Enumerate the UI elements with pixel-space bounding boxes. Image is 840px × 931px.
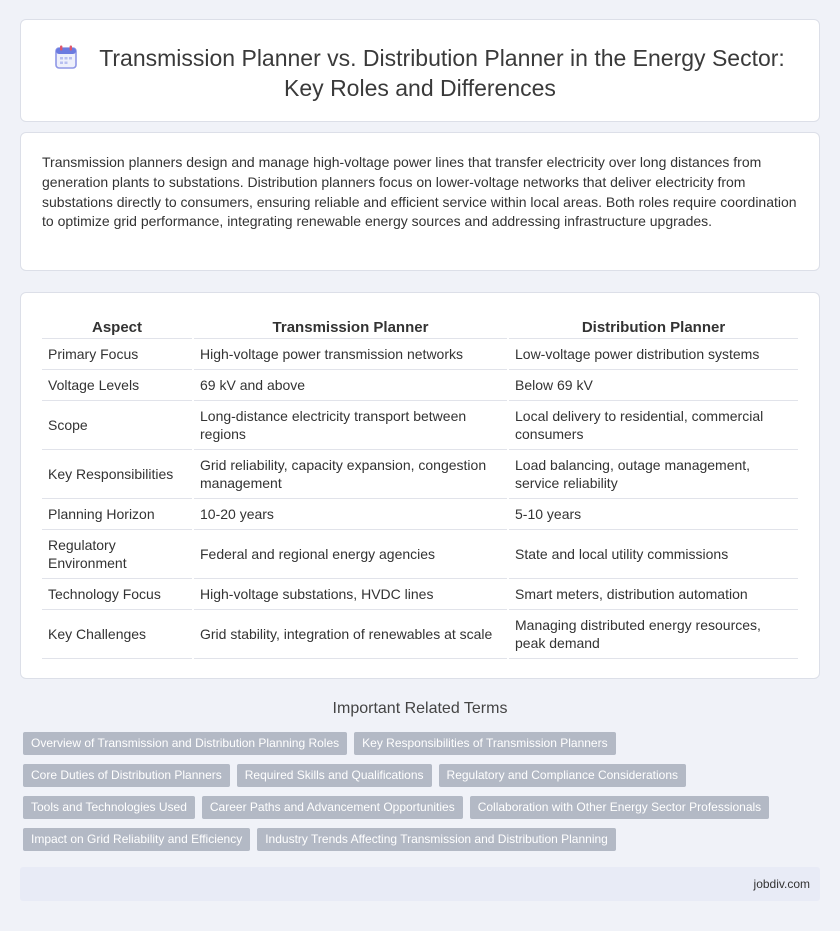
intro-paragraph: Transmission planners design and manage high-voltage power lines that transfer electricity over long distances from generation plants to substations. Distribution planners focus on lower-voltage networks that deliver electricity from substations directly to consumers, ensuring reliable and efficient service within local areas. Both roles require coordination to optimize grid performance, integrating renewable energy sources and addressing infrastructure upgrades. xyxy=(42,154,797,230)
transmission-cell: Federal and regional energy agencies xyxy=(193,529,508,578)
related-term-tag[interactable]: Industry Trends Affecting Transmission and Distribution Planning xyxy=(257,828,616,851)
transmission-cell: 69 kV and above xyxy=(193,369,508,400)
comparison-card xyxy=(20,292,820,679)
page-title-wrap xyxy=(41,43,799,103)
table-row xyxy=(42,369,798,400)
aspect-cell: Key Responsibilities xyxy=(42,449,193,498)
table-row xyxy=(42,449,798,498)
distribution-cell: State and local utility commissions xyxy=(508,529,798,578)
transmission-cell: High-voltage substations, HVDC lines xyxy=(193,578,508,609)
title-card xyxy=(20,19,820,122)
intro-card xyxy=(20,132,820,271)
column-header: Aspect xyxy=(42,317,193,338)
related-term-tag[interactable]: Tools and Technologies Used xyxy=(23,796,195,819)
table-row xyxy=(42,338,798,369)
aspect-cell: Scope xyxy=(42,400,193,449)
related-terms-list xyxy=(23,732,803,860)
aspect-cell: Primary Focus xyxy=(42,338,193,369)
comparison-table xyxy=(42,317,798,659)
table-row xyxy=(42,498,798,529)
footer-bar xyxy=(20,867,820,901)
distribution-cell: 5-10 years xyxy=(508,498,798,529)
distribution-cell: Low-voltage power distribution systems xyxy=(508,338,798,369)
page-title: Transmission Planner vs. Distribution Planner in the Energy Sector: Key Roles and Differences xyxy=(99,45,785,101)
distribution-cell: Local delivery to residential, commercial consumers xyxy=(508,400,798,449)
transmission-cell: Grid reliability, capacity expansion, congestion management xyxy=(193,449,508,498)
transmission-cell: 10-20 years xyxy=(193,498,508,529)
aspect-cell: Planning Horizon xyxy=(42,498,193,529)
distribution-cell: Smart meters, distribution automation xyxy=(508,578,798,609)
table-row xyxy=(42,529,798,578)
related-term-tag[interactable]: Career Paths and Advancement Opportunities xyxy=(202,796,463,819)
table-row xyxy=(42,400,798,449)
table-header-row xyxy=(42,317,798,338)
aspect-cell: Technology Focus xyxy=(42,578,193,609)
calendar-icon xyxy=(55,45,77,69)
transmission-cell: High-voltage power transmission networks xyxy=(193,338,508,369)
tag-row xyxy=(23,732,803,755)
related-term-tag[interactable]: Collaboration with Other Energy Sector Professionals xyxy=(470,796,769,819)
aspect-cell: Regulatory Environment xyxy=(42,529,193,578)
aspect-cell: Key Challenges xyxy=(42,609,193,658)
tag-row xyxy=(23,828,803,851)
related-term-tag[interactable]: Core Duties of Distribution Planners xyxy=(23,764,230,787)
footer-site-link[interactable]: jobdiv.com xyxy=(753,877,810,891)
table-row xyxy=(42,578,798,609)
distribution-cell: Managing distributed energy resources, peak demand xyxy=(508,609,798,658)
related-term-tag[interactable]: Key Responsibilities of Transmission Planners xyxy=(354,732,615,755)
related-term-tag[interactable]: Overview of Transmission and Distribution Planning Roles xyxy=(23,732,347,755)
column-header: Distribution Planner xyxy=(508,317,798,338)
table-row xyxy=(42,609,798,658)
transmission-cell: Long-distance electricity transport between regions xyxy=(193,400,508,449)
aspect-cell: Voltage Levels xyxy=(42,369,193,400)
column-header: Transmission Planner xyxy=(193,317,508,338)
related-terms-heading: Important Related Terms xyxy=(332,700,508,717)
tag-row xyxy=(23,796,803,819)
related-term-tag[interactable]: Regulatory and Compliance Considerations xyxy=(439,764,686,787)
tag-row xyxy=(23,764,803,787)
related-term-tag[interactable]: Impact on Grid Reliability and Efficiency xyxy=(23,828,250,851)
related-term-tag[interactable]: Required Skills and Qualifications xyxy=(237,764,432,787)
distribution-cell: Load balancing, outage management, service reliability xyxy=(508,449,798,498)
distribution-cell: Below 69 kV xyxy=(508,369,798,400)
transmission-cell: Grid stability, integration of renewables at scale xyxy=(193,609,508,658)
